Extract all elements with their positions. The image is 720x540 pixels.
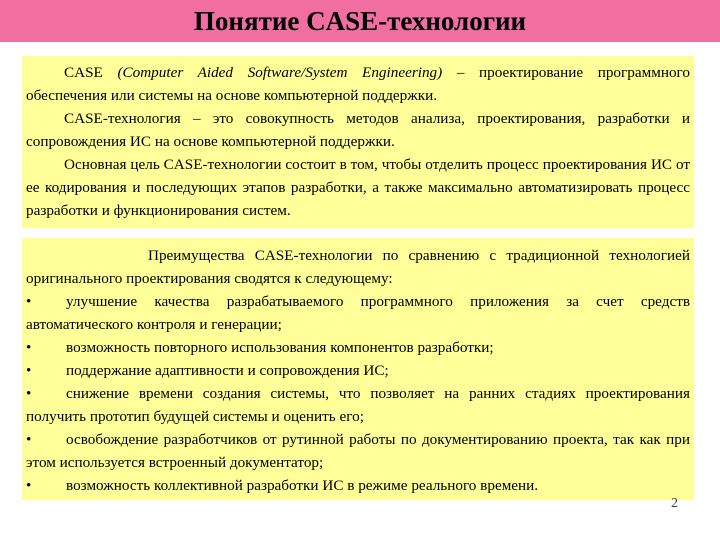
title-bar [0, 0, 720, 42]
list-item: • возможность коллективной разработки ИС в режиме реального времени. [26, 474, 690, 497]
list-item: • освобождение разработчиков от рутинной работы по документированию проекта, так как при этом используется встроенный документатор; [26, 428, 690, 474]
definition-paragraph-3: Основная цель CASE-технологии состоит в том, чтобы отделить процесс проектирования ИС от ее кодирования и последующих этапов разработки, а также максимально автоматизировать процесс разработки и функционирования систем. [26, 156, 690, 219]
list-item: • возможность повторного использования компонентов разработки; [26, 336, 690, 359]
bullet-icon: • [26, 385, 32, 402]
bullet-icon: • [26, 477, 32, 494]
bullet-icon: • [26, 431, 32, 448]
definition-paragraph-1 [26, 61, 690, 107]
bullet-icon: • [26, 293, 32, 310]
definition-paragraph-2: CASE-технология – это совокупность методов анализа, проектирования, разработки и сопровождения ИС на основе компьютерной поддержки. [26, 110, 690, 150]
advantages-intro: Преимущества CASE-технологии по сравнению с традиционной технологией оригинального проектирования сводятся к следующему: [26, 247, 690, 287]
advantages-box [22, 238, 694, 500]
definition-box [22, 56, 694, 228]
case-term: CASE [64, 64, 118, 81]
page-number: 2 [671, 496, 678, 511]
bullet-icon: • [26, 339, 32, 356]
case-definition: – проектирование программного обеспечения или системы на основе компьютерной поддержки. [26, 64, 690, 104]
bullet-icon: • [26, 362, 32, 379]
list-item: • улучшение качества разрабатываемого программного приложения за счет средств автоматического контроля и генерации; [26, 290, 690, 336]
list-item: • снижение времени создания системы, что позволяет на ранних стадиях проектирования получить прототип будущей системы и оценить его; [26, 382, 690, 428]
case-expansion: (Computer Aided Software/System Engineering) [117, 64, 443, 81]
list-item: • поддержание адаптивности и сопровождения ИС; [26, 359, 690, 382]
slide-title: Понятие CASE-технологии [193, 5, 527, 36]
